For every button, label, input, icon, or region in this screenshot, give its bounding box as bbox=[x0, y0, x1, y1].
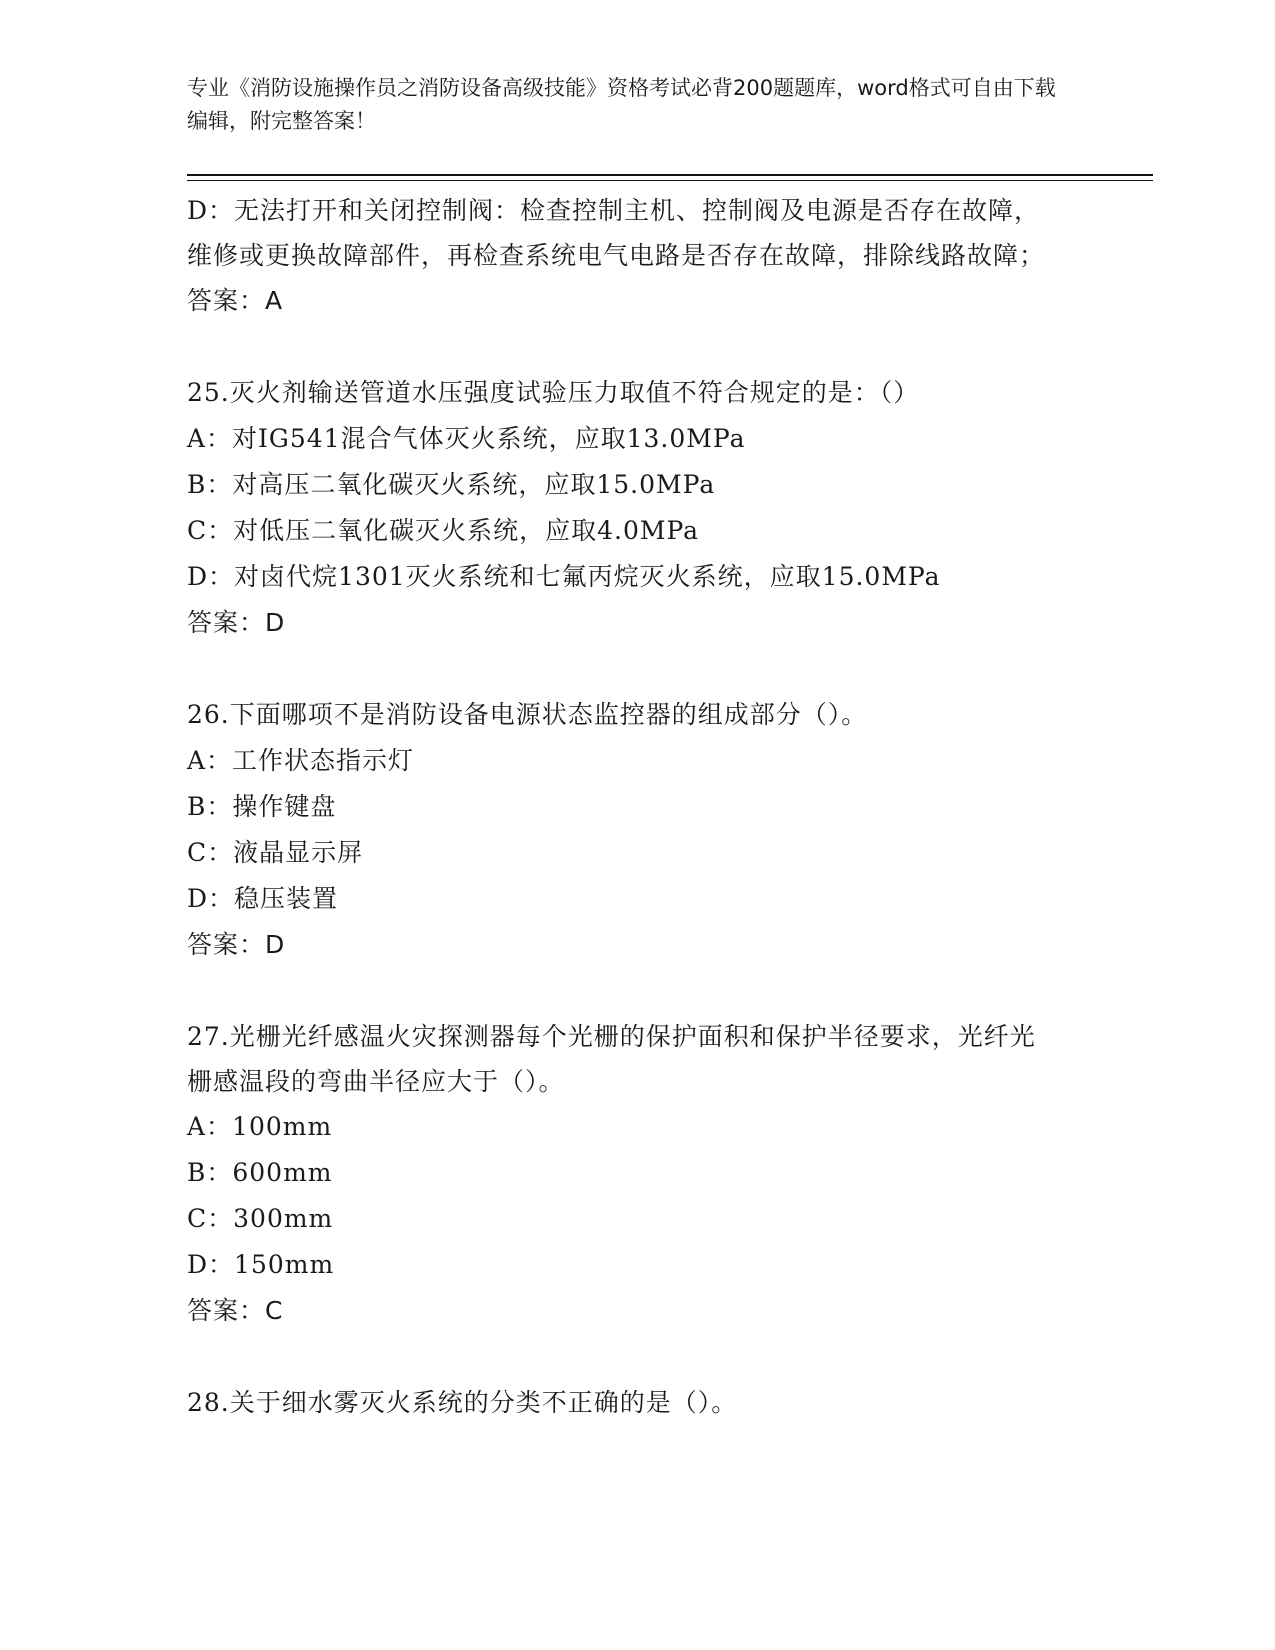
prev-option-d: D：无法打开和关闭控制阀：检查控制主机、控制阀及电源是否存在故障，维修或更换故障部件，再检查系统电气电路是否存在故障，排除线路故障； bbox=[187, 196, 1046, 270]
option-d: D：150mm bbox=[187, 1250, 335, 1279]
answer: 答案：D bbox=[187, 608, 286, 637]
prev-answer: 答案：A bbox=[187, 286, 284, 315]
option-b: B：对高压二氧化碳灭火系统，应取15.0MPa bbox=[187, 470, 716, 499]
option-b: B：600mm bbox=[187, 1158, 333, 1187]
option-d: D：稳压装置 bbox=[187, 884, 339, 913]
option-c: C：300mm bbox=[187, 1204, 334, 1233]
document-header: 专业《消防设施操作员之消防设备高级技能》资格考试必背200题题库，word格式可自由下载编辑，附完整答案！ bbox=[187, 76, 1056, 133]
document-body bbox=[187, 188, 1087, 1426]
header-rule-thick bbox=[187, 174, 1153, 176]
option-d: D：对卤代烷1301灭火系统和七氟丙烷灭火系统，应取15.0MPa bbox=[187, 562, 941, 591]
answer: 答案：D bbox=[187, 930, 286, 959]
question-text: 27.光栅光纤感温火灾探测器每个光栅的保护面积和保护半径要求，光纤光栅感温段的弯曲半径应大于（）。 bbox=[187, 1022, 1036, 1096]
question-25 bbox=[187, 370, 1087, 646]
option-c: C：对低压二氧化碳灭火系统，应取4.0MPa bbox=[187, 516, 700, 545]
question-28 bbox=[187, 1380, 1087, 1426]
option-a: A：工作状态指示灯 bbox=[187, 746, 415, 775]
header-rule-thin bbox=[187, 180, 1153, 181]
question-26 bbox=[187, 692, 1087, 968]
option-a: A：对IG541混合气体灭火系统，应取13.0MPa bbox=[187, 424, 746, 453]
option-c: C：液晶显示屏 bbox=[187, 838, 364, 867]
question-text: 25.灭火剂输送管道水压强度试验压力取值不符合规定的是：（） bbox=[187, 378, 920, 407]
question-text: 28.关于细水雾灭火系统的分类不正确的是（）。 bbox=[187, 1388, 738, 1417]
option-b: B：操作键盘 bbox=[187, 792, 337, 821]
option-a: A：100mm bbox=[187, 1112, 333, 1141]
question-27 bbox=[187, 1014, 1087, 1334]
answer: 答案：C bbox=[187, 1296, 284, 1325]
question-text: 26.下面哪项不是消防设备电源状态监控器的组成部分（）。 bbox=[187, 700, 868, 729]
